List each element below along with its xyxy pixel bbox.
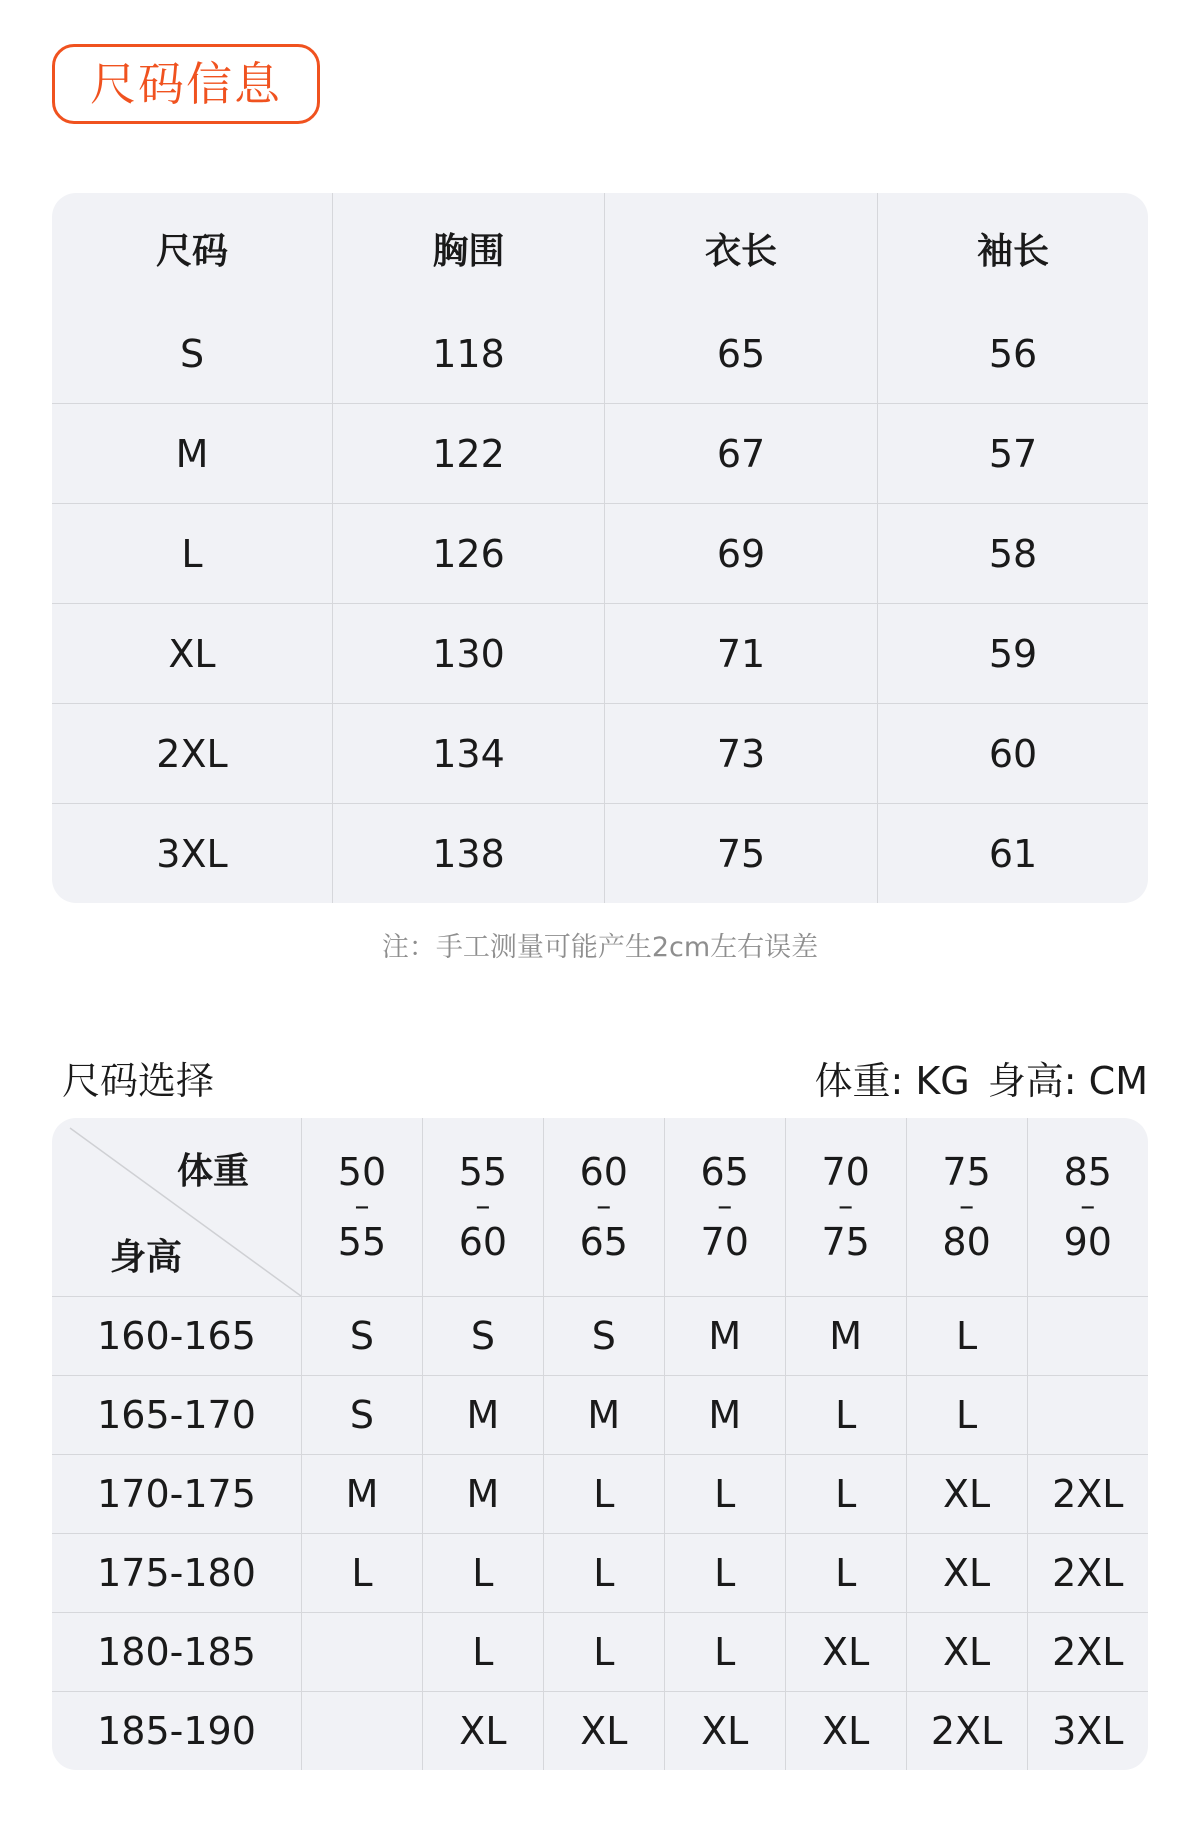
height-range-cell: 185-190: [52, 1692, 302, 1771]
cell-size: 3XL: [52, 804, 333, 904]
recommended-size-cell: S: [543, 1297, 664, 1376]
size-selection-table: [52, 1118, 1148, 1770]
cell-sleeve: 57: [878, 404, 1149, 504]
height-row: [52, 1455, 1148, 1534]
recommended-size-cell: XL: [906, 1455, 1027, 1534]
weight-unit: 体重: KG: [814, 1059, 970, 1103]
units-label: [808, 1050, 1148, 1105]
corner-cell: [52, 1118, 302, 1297]
cell-sleeve: 58: [878, 504, 1149, 604]
weight-range-header: [1027, 1118, 1148, 1297]
range-dash: –: [838, 1189, 854, 1224]
cell-chest: 130: [333, 604, 605, 704]
weight-range-header: [664, 1118, 785, 1297]
height-range-cell: 165-170: [52, 1376, 302, 1455]
recommended-size-cell: XL: [785, 1692, 906, 1771]
recommended-size-cell: 3XL: [1052, 1709, 1124, 1753]
recommended-size-cell: M: [785, 1297, 906, 1376]
height-row: [52, 1376, 1148, 1455]
size-chart-card: [52, 193, 1148, 903]
recommended-size-cell: L: [785, 1534, 906, 1613]
recommended-size-cell: M: [664, 1376, 785, 1455]
recommended-size-cell: L: [785, 1376, 906, 1455]
recommended-size-cell: S: [302, 1376, 423, 1455]
weight-range-max: 65: [579, 1220, 628, 1264]
recommended-size-cell: 2XL: [1027, 1613, 1148, 1692]
recommended-size-cell: L: [664, 1455, 785, 1534]
size-chart-row: [52, 404, 1148, 504]
recommended-size-cell: L: [543, 1534, 664, 1613]
recommended-size-cell: L: [785, 1455, 906, 1534]
size-chart-header-row: [52, 193, 1148, 304]
measurement-note: 注：手工测量可能产生2cm左右误差: [381, 932, 819, 963]
range-dash: –: [717, 1189, 733, 1224]
weight-range-min: 65: [700, 1150, 749, 1194]
corner-weight-label: 体重: [177, 1151, 250, 1192]
recommended-size-cell: L: [906, 1376, 1027, 1455]
recommended-size-cell: L: [422, 1613, 543, 1692]
size-chart-row: [52, 704, 1148, 804]
weight-range-min: 70: [821, 1150, 870, 1194]
height-row: [52, 1613, 1148, 1692]
cell-sleeve: 56: [878, 304, 1149, 404]
weight-range-min: 55: [458, 1150, 508, 1194]
size-chart-row: [52, 604, 1148, 704]
cell-size: L: [52, 504, 333, 604]
weight-range-max: 70: [700, 1220, 749, 1264]
cell-length: 65: [605, 304, 878, 404]
corner-height-label: 身高: [110, 1237, 183, 1278]
recommended-size-cell: XL: [664, 1692, 785, 1771]
recommended-size-cell: 2XL: [1027, 1534, 1148, 1613]
recommended-size-cell: L: [422, 1534, 543, 1613]
weight-range-header: [543, 1118, 664, 1297]
recommended-size-cell: L: [543, 1613, 664, 1692]
size-selection-card: [52, 1118, 1148, 1770]
recommended-size-cell: M: [422, 1455, 543, 1534]
range-dash: –: [354, 1189, 370, 1224]
cell-sleeve: 60: [878, 704, 1149, 804]
size-chart-row: [52, 504, 1148, 604]
recommended-size-cell: [302, 1613, 423, 1692]
size-selection-title: 尺码选择: [62, 1059, 215, 1103]
recommended-size-cell: L: [664, 1613, 785, 1692]
recommended-size-cell: XL: [906, 1534, 1027, 1613]
height-range-cell: 180-185: [52, 1613, 302, 1692]
height-row: [52, 1534, 1148, 1613]
recommended-size-cell: L: [302, 1534, 423, 1613]
recommended-size-cell: M: [543, 1376, 664, 1455]
height-row: [52, 1297, 1148, 1376]
weight-range-max: 75: [821, 1220, 870, 1264]
cell-chest: 118: [333, 304, 605, 404]
recommended-size-cell: [1027, 1297, 1148, 1376]
range-dash: –: [596, 1189, 612, 1224]
cell-sleeve: 61: [988, 831, 1038, 876]
height-range-cell: 170-175: [52, 1455, 302, 1534]
cell-length: 73: [605, 704, 878, 804]
recommended-size-cell: 2XL: [906, 1692, 1027, 1771]
cell-size: M: [52, 404, 333, 504]
weight-header-row: [52, 1118, 1148, 1297]
range-dash: –: [475, 1189, 491, 1224]
cell-size: XL: [52, 604, 333, 704]
range-dash: –: [959, 1189, 975, 1224]
cell-chest: 122: [333, 404, 605, 504]
cell-size: S: [52, 304, 333, 404]
weight-range-min: 50: [337, 1150, 387, 1194]
range-dash: –: [1080, 1189, 1096, 1224]
cell-length: 67: [605, 404, 878, 504]
recommended-size-cell: M: [422, 1376, 543, 1455]
recommended-size-cell: S: [422, 1297, 543, 1376]
recommended-size-cell: M: [302, 1455, 423, 1534]
weight-range-min: 85: [1063, 1150, 1112, 1194]
recommended-size-cell: XL: [906, 1613, 1027, 1692]
recommended-size-cell: XL: [422, 1692, 543, 1771]
size-chart-row: [52, 304, 1148, 404]
height-range-cell: 160-165: [52, 1297, 302, 1376]
cell-chest: 134: [333, 704, 605, 804]
recommended-size-cell: [1027, 1376, 1148, 1455]
weight-range-header: [906, 1118, 1027, 1297]
size-info-badge: 尺码信息: [52, 44, 320, 124]
recommended-size-cell: [302, 1692, 423, 1771]
recommended-size-cell: 2XL: [1027, 1455, 1148, 1534]
header-chest: 胸围: [333, 193, 605, 304]
cell-chest: 126: [333, 504, 605, 604]
cell-size: 2XL: [52, 704, 333, 804]
header-size: 尺码: [52, 193, 333, 304]
weight-range-max: 90: [1063, 1220, 1112, 1264]
weight-range-header: [785, 1118, 906, 1297]
cell-length: 75: [605, 804, 878, 904]
size-chart-row: [52, 804, 1148, 904]
header-sleeve: 袖长: [976, 231, 1049, 272]
height-range-cell: 175-180: [52, 1534, 302, 1613]
recommended-size-cell: XL: [785, 1613, 906, 1692]
header-length: 衣长: [605, 193, 878, 304]
weight-range-max: 80: [942, 1220, 991, 1264]
recommended-size-cell: S: [302, 1297, 423, 1376]
weight-range-header: [422, 1118, 543, 1297]
recommended-size-cell: L: [906, 1297, 1027, 1376]
recommended-size-cell: L: [543, 1455, 664, 1534]
cell-length: 71: [605, 604, 878, 704]
size-chart-table: [52, 193, 1148, 903]
cell-chest: 138: [333, 804, 605, 904]
recommended-size-cell: L: [664, 1534, 785, 1613]
weight-range-max: 60: [458, 1220, 508, 1264]
recommended-size-cell: M: [664, 1297, 785, 1376]
cell-length: 69: [605, 504, 878, 604]
weight-range-min: 75: [942, 1150, 991, 1194]
height-row: [52, 1692, 1148, 1771]
height-unit: 身高: CM: [987, 1059, 1148, 1103]
cell-sleeve: 59: [878, 604, 1149, 704]
recommended-size-cell: XL: [543, 1692, 664, 1771]
weight-range-max: 55: [337, 1220, 387, 1264]
weight-range-header: [302, 1118, 423, 1297]
weight-range-min: 60: [579, 1150, 628, 1194]
